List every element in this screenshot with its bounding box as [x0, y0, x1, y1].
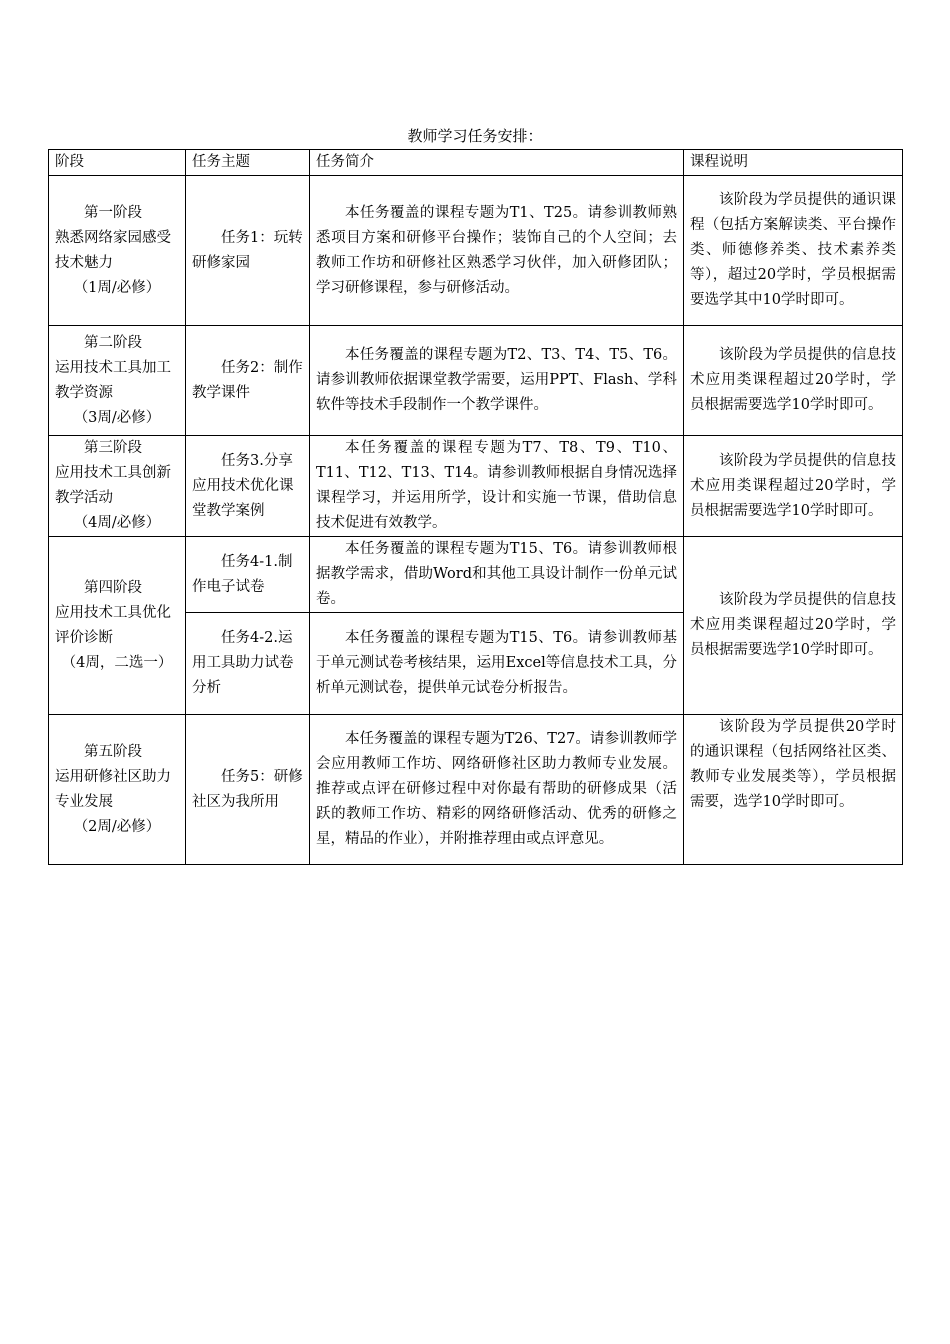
stage-theme: 熟悉网络家园感受技术魅力 [55, 229, 171, 271]
note-cell: 该阶段为学员提供的信息技术应用类课程超过20学时，学员根据需要选学10学时即可。 [684, 436, 903, 537]
note-cell: 该阶段为学员提供20学时的通识课程（包括网络社区类、教师专业发展类等），学员根据需要，选学10学时即可。 [684, 715, 903, 865]
desc-cell: 本任务覆盖的课程专题为T2、T3、T4、T5、T6。请参训教师依据课堂教学需要，运用PPT、Flash、学科软件等技术手段制作一个教学课件。 [310, 326, 684, 436]
header-desc: 任务简介 [310, 150, 684, 176]
table-row [49, 176, 903, 326]
desc-cell: 本任务覆盖的课程专题为T1、T25。请参训教师熟悉项目方案和研修平台操作；装饰自己的个人空间；去教师工作坊和研修社区熟悉学习伙伴，加入研修团队；学习研修课程，参与研修活动。 [310, 176, 684, 326]
stage-duration: （4周，二选一） [61, 654, 173, 671]
stage-cell [49, 436, 186, 537]
stage-name: 第一阶段 [84, 204, 142, 221]
stage-cell [49, 176, 186, 326]
desc-cell: 本任务覆盖的课程专题为T7、T8、T9、T10、T11、T12、T13、T14。请参训教师根据自身情况选择课程学习，并运用所学，设计和实施一节课，借助信息技术促进有效教学。 [310, 436, 684, 537]
stage-duration: （2周/必修） [73, 818, 161, 835]
task-schedule-table [48, 149, 903, 865]
header-note: 课程说明 [684, 150, 903, 176]
topic-cell: 任务4-2.运用工具助力试卷分析 [186, 613, 310, 715]
stage-theme: 运用研修社区助力专业发展 [55, 768, 171, 810]
stage-theme: 运用技术工具加工教学资源 [55, 359, 171, 401]
stage-cell [49, 537, 186, 715]
stage-theme: 应用技术工具创新教学活动 [55, 465, 171, 506]
desc-cell: 本任务覆盖的课程专题为T15、T6。请参训教师根据教学需求，借助Word和其他工具设计制作一份单元试卷。 [310, 537, 684, 613]
page-title: 教师学习任务安排： [407, 127, 543, 145]
stage-name: 第二阶段 [84, 334, 142, 351]
stage-name: 第四阶段 [84, 579, 142, 596]
stage-duration: （1周/必修） [73, 279, 161, 296]
note-cell: 该阶段为学员提供的通识课程（包括方案解读类、平台操作类、师德修养类、技术素养类等），超过20学时，学员根据需要选学其中10学时即可。 [684, 176, 903, 326]
table-header-row [49, 150, 903, 176]
stage-theme: 应用技术工具优化评价诊断 [55, 604, 171, 646]
stage-name: 第三阶段 [84, 440, 142, 456]
table-row [49, 436, 903, 537]
table-row [49, 715, 903, 865]
topic-cell: 任务1：玩转研修家园 [186, 176, 310, 326]
stage-duration: （4周/必修） [73, 515, 161, 531]
desc-cell: 本任务覆盖的课程专题为T26、T27。请参训教师学会应用教师工作坊、网络研修社区助力教师专业发展。推荐或点评在研修过程中对你最有帮助的研修成果（活跃的教师工作坊、精彩的网络研修活动、优秀的研修之星，精品的作业），并附推荐理由或点评意见。 [310, 715, 684, 865]
note-cell: 该阶段为学员提供的信息技术应用类课程超过20学时，学员根据需要选学10学时即可。 [684, 326, 903, 436]
topic-cell: 任务4-1.制作电子试卷 [186, 537, 310, 613]
topic-cell: 任务5：研修社区为我所用 [186, 715, 310, 865]
stage-duration: （3周/必修） [73, 409, 161, 426]
stage-cell [49, 715, 186, 865]
table-row [49, 326, 903, 436]
desc-cell: 本任务覆盖的课程专题为T15、T6。请参训教师基于单元测试卷考核结果，运用Excel等信息技术工具，分析单元测试卷，提供单元试卷分析报告。 [310, 613, 684, 715]
topic-cell: 任务3.分享应用技术优化课堂教学案例 [186, 436, 310, 537]
table-row [49, 537, 903, 613]
stage-name: 第五阶段 [84, 743, 142, 760]
header-stage: 阶段 [49, 150, 186, 176]
topic-cell: 任务2：制作教学课件 [186, 326, 310, 436]
header-topic: 任务主题 [186, 150, 310, 176]
stage-cell [49, 326, 186, 436]
note-cell: 该阶段为学员提供的信息技术应用类课程超过20学时，学员根据需要选学10学时即可。 [684, 537, 903, 715]
